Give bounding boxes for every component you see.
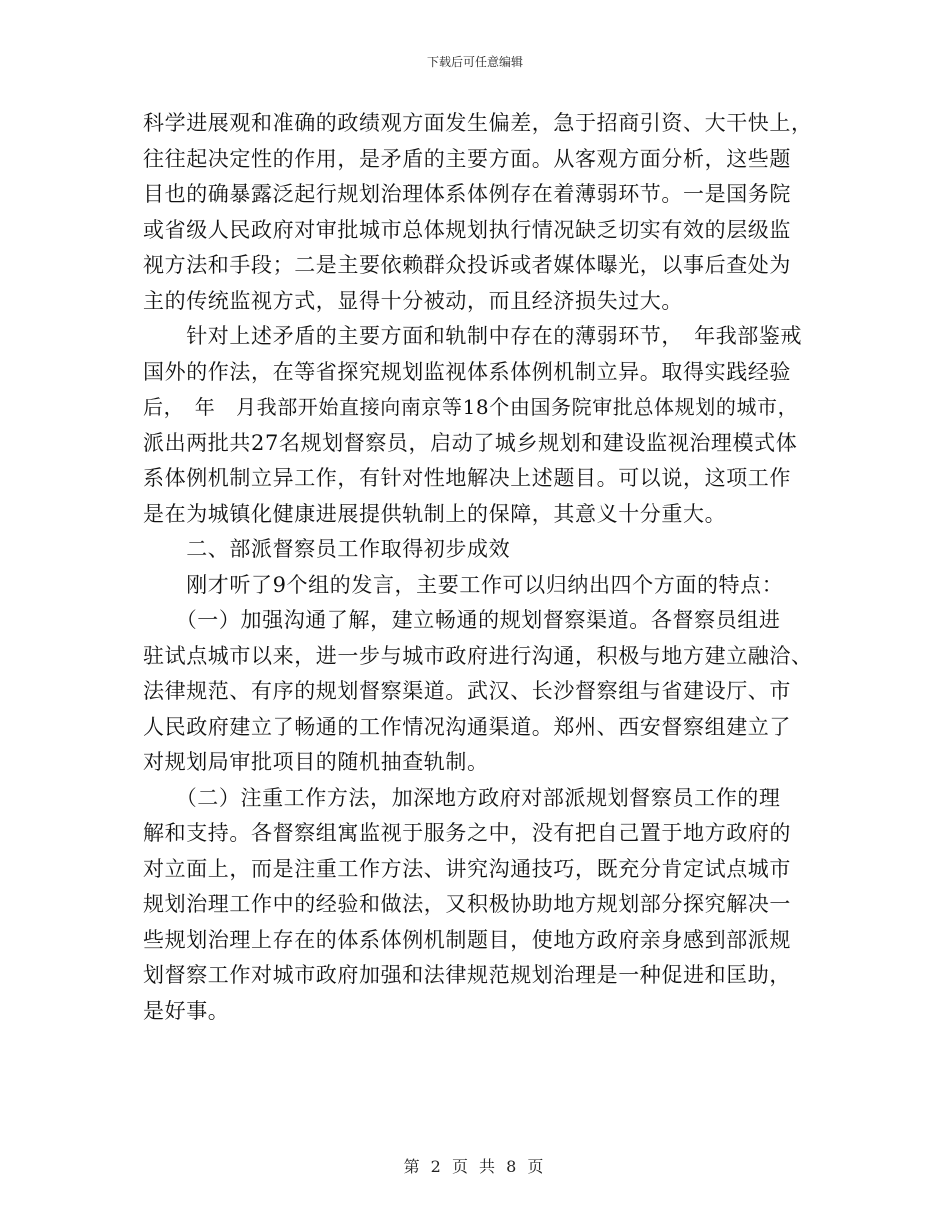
text-line: （二）注重工作方法，加深地方政府对部派规划督察员工作的理: [143, 785, 781, 810]
text-line: 解和支持。各督察组寓监视于服务之中，没有把自己置于地方政府的: [143, 821, 791, 845]
text-line: 往往起决定性的作用，是矛盾的主要方面。从客观方面分析，这些题: [143, 146, 791, 171]
text-line: 是好事。: [143, 998, 230, 1023]
page-number-footer: 第 2 页 共 8 页: [403, 1157, 547, 1176]
text-line: （一）加强沟通了解，建立畅通的规划督察渠道。各督察员组进: [143, 608, 781, 632]
text-line: 是在为城镇化健康进展提供轨制上的保障，其意义十分重大。: [143, 501, 727, 526]
text-line: 科学进展观和准确的政绩观方面发生偏差，急于招商引资、大干快上，: [143, 111, 813, 135]
text-line: 或省级人民政府对审批城市总体规划执行情况缺乏切实有效的层级监: [143, 217, 791, 242]
text-line: 刚才听了9个组的发言，主要工作可以归纳出四个方面的特点：: [143, 572, 784, 597]
page-header: 下载后可任意编辑: [426, 55, 523, 69]
text-line: 驻试点城市以来，进一步与城市政府进行沟通，积极与地方建立融洽、: [143, 643, 813, 668]
document-body: [143, 106, 813, 1029]
text-line: 法律规范、有序的规划督察渠道。武汉、长沙督察组与省建设厅、市: [143, 679, 791, 703]
text-line: 后， 年 月我部开始直接向南京等18个由国务院审批总体规划的城市，: [143, 395, 799, 419]
text-line: 人民政府建立了畅通的工作情况沟通渠道。郑州、西安督察组建立了: [143, 714, 791, 739]
section-heading: 二、部派督察员工作取得初步成效: [143, 537, 511, 561]
text-line: 目也的确暴露泛起行规划治理体系体例存在着薄弱环节。一是国务院: [143, 182, 791, 206]
text-line: 些规划治理上存在的体系体例机制题目，使地方政府亲身感到部派规: [143, 927, 791, 952]
text-line: 划督察工作对城市政府加强和法律规范规划治理是一种促进和匡助，: [143, 963, 791, 987]
text-line: 国外的作法，在等省探究规划监视体系体例机制立异。取得实践经验: [143, 359, 791, 384]
text-line: 系体例机制立异工作，有针对性地解决上述题目。可以说，这项工作: [143, 466, 791, 490]
text-line: 规划治理工作中的经验和做法，又积极协助地方规划部分探究解决一: [143, 892, 791, 916]
text-line: 派出两批共27名规划督察员，启动了城乡规划和建设监视治理模式体: [143, 430, 798, 455]
text-line: 针对上述矛盾的主要方面和轨制中存在的薄弱环节， 年我部鉴戒: [143, 324, 803, 348]
text-line: 视方法和手段；二是主要依赖群众投诉或者媒体曝光，以事后查处为: [143, 253, 791, 277]
text-line: 对立面上，而是注重工作方法、讲究沟通技巧，既充分肯定试点城市: [143, 856, 791, 881]
text-line: 对规划局审批项目的随机抽查轨制。: [143, 750, 489, 774]
text-line: 主的传统监视方式，显得十分被动，而且经济损失过大。: [143, 288, 683, 313]
